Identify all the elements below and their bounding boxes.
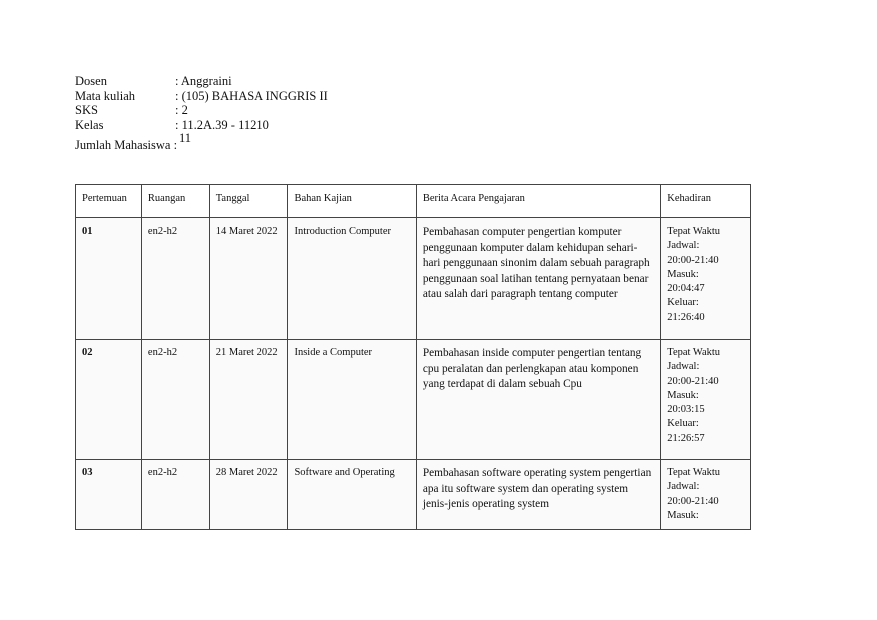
- berita-cell: Pembahasan computer pengertian komputer penggunaan komputer dalam kehidupan sehari-hari penggunaan sinonim dalam sebuah paragraph penggunaan soal latihan tentang pernyataan benar atau salah dari paragraph tentang computer: [416, 218, 660, 340]
- jadwal-value: 20:00-21:40: [667, 375, 719, 387]
- berita-cell: Pembahasan software operating system pengertian apa itu software system dan operating system jenis-jenis operating system: [416, 460, 660, 530]
- kehadiran-status: Tepat Waktu: [667, 467, 721, 478]
- tanggal-cell: 21 Maret 2022: [209, 340, 288, 460]
- kehadiran-cell: [661, 340, 751, 460]
- pertemuan-cell: 03: [76, 460, 142, 530]
- sks-value: : 2: [175, 103, 188, 118]
- keluar-value: 21:26:40: [667, 311, 705, 323]
- berita-cell: Pembahasan inside computer pengertian tentang cpu peralatan dan perlengkapan atau komponen yang terdapat di dalam sebuah Cpu: [416, 340, 660, 460]
- tanggal-cell: 28 Maret 2022: [209, 460, 288, 530]
- table-header-row: [76, 185, 751, 218]
- dosen-value: : Anggraini: [175, 74, 232, 88]
- ruangan-cell: en2-h2: [141, 340, 209, 460]
- keluar-label: Keluar:: [667, 297, 699, 309]
- kehadiran-status: Tepat Waktu: [667, 347, 721, 358]
- col-header-ruangan: Ruangan: [141, 185, 209, 218]
- jadwal-label: Jadwal:: [667, 240, 700, 252]
- tanggal-cell: 14 Maret 2022: [209, 218, 288, 340]
- masuk-value: 20:04:47: [667, 283, 705, 295]
- pertemuan-cell: 02: [76, 340, 142, 460]
- kehadiran-cell: [661, 218, 751, 340]
- jadwal-value: 20:00-21:40: [667, 254, 719, 266]
- table-row: [76, 218, 751, 340]
- ruangan-cell: en2-h2: [141, 460, 209, 530]
- matkul-value: : (105) BAHASA INGGRIS II: [175, 88, 328, 103]
- kelas-value: : 11.2A.39 - 11210: [175, 117, 269, 132]
- matkul-label: Mata kuliah: [75, 88, 136, 103]
- ruangan-cell: en2-h2: [141, 218, 209, 340]
- sks-label: SKS: [75, 103, 98, 118]
- keluar-value: 21:26:57: [667, 432, 705, 444]
- jadwal-label: Jadwal:: [667, 481, 700, 493]
- kelas-label: Kelas: [75, 117, 104, 132]
- bahan-cell: Software and Operating: [288, 460, 416, 530]
- kehadiran-cell: [661, 460, 751, 530]
- meeting-table: [75, 184, 751, 530]
- keluar-label: Keluar:: [667, 418, 699, 430]
- col-header-tanggal: Tanggal: [209, 185, 288, 218]
- kehadiran-status: Tepat Waktu: [667, 226, 721, 237]
- col-header-kehadiran: Kehadiran: [661, 185, 751, 218]
- masuk-label: Masuk:: [667, 509, 699, 521]
- masuk-label: Masuk:: [667, 389, 699, 401]
- masuk-label: Masuk:: [667, 268, 699, 280]
- jumlah-value: 11: [179, 131, 192, 146]
- jadwal-label: Jadwal:: [667, 361, 700, 373]
- table-row: [76, 340, 751, 460]
- table-row: [76, 460, 751, 530]
- col-header-pertemuan: Pertemuan: [76, 185, 142, 218]
- masuk-value: 20:03:15: [667, 404, 705, 416]
- jadwal-value: 20:00-21:40: [667, 495, 719, 507]
- jumlah-label: Jumlah Mahasiswa :: [75, 138, 178, 153]
- dosen-label: Dosen: [75, 74, 107, 88]
- col-header-bahan: Bahan Kajian: [288, 185, 416, 218]
- bahan-cell: Introduction Computer: [288, 218, 416, 340]
- bahan-cell: Inside a Computer: [288, 340, 416, 460]
- col-header-berita: Berita Acara Pengajaran: [416, 185, 660, 218]
- pertemuan-cell: 01: [76, 218, 142, 340]
